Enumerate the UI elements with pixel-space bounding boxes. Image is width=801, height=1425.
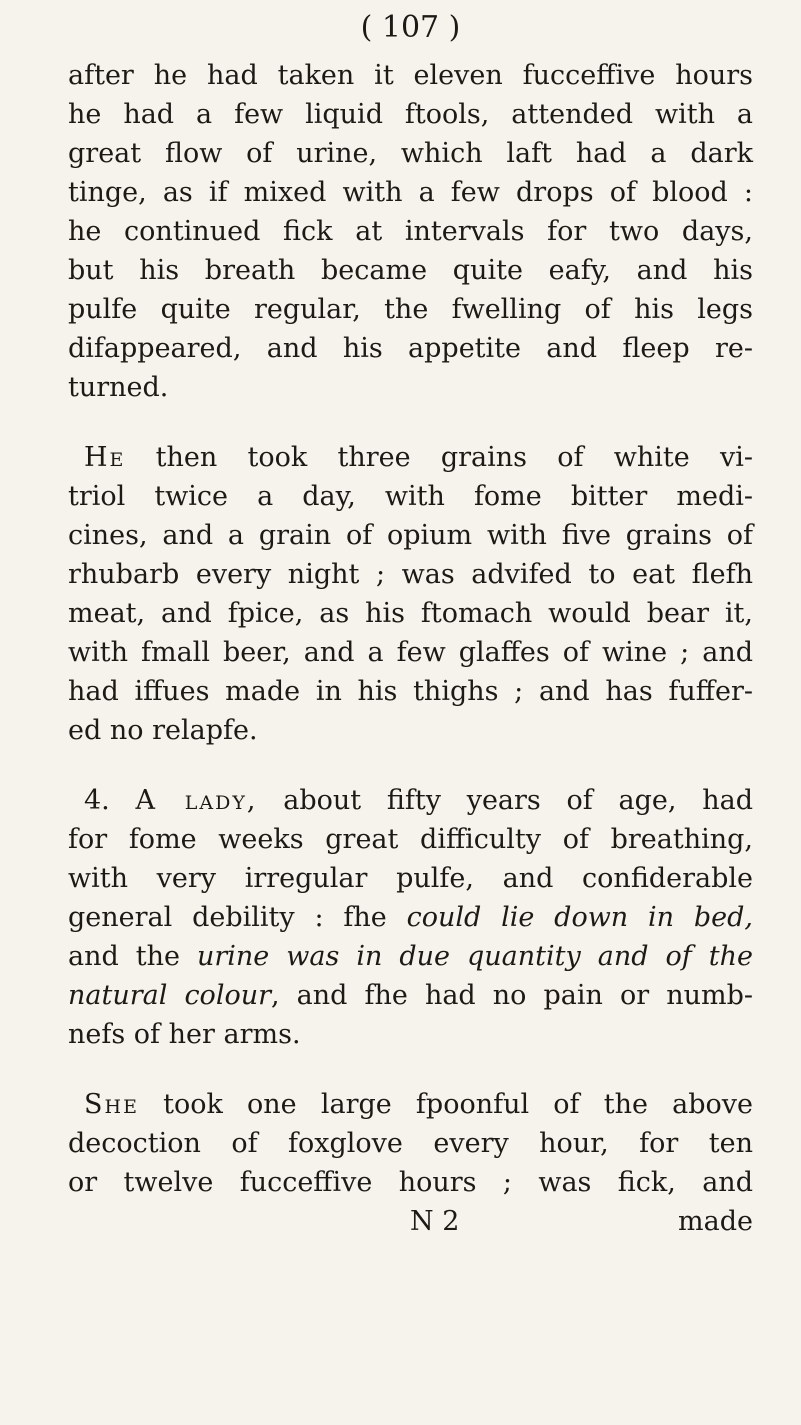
lead-word: He <box>84 442 126 473</box>
text-line: with fmall beer, and a few glaffes of wine ; and <box>68 637 753 668</box>
text-line: had iffues made in his thighs ; and has fuffer- <box>68 676 753 707</box>
text-line: ed no relapfe. <box>68 715 258 746</box>
text-line: he had a few liquid ftools, attended with a <box>68 99 753 130</box>
text-line: for fome weeks great difficulty of breathing, <box>68 824 753 855</box>
text-line: but his breath became quite eafy, and his <box>68 255 753 286</box>
text-line: pulfe quite regular, the fwelling of his legs <box>68 294 753 325</box>
lead-word: A lady, <box>135 785 258 816</box>
line-text: about fifty years of age, had <box>257 785 754 816</box>
text-line: after he had taken it eleven fucceffive hours <box>68 60 753 91</box>
paragraph-1 <box>68 56 753 407</box>
page-number: ( 107 ) <box>360 10 461 45</box>
paragraph-2 <box>68 438 753 750</box>
line-text: and the <box>68 941 197 972</box>
text-line <box>68 1085 753 1124</box>
case-number: 4. <box>84 785 136 816</box>
line-text: then took three grains of white vi- <box>125 442 753 473</box>
text-line: decoction of foxglove every hour, for ten <box>68 1128 753 1159</box>
lead-word: She <box>84 1089 139 1120</box>
paragraph-4 <box>68 1085 753 1202</box>
text-line: he continued fick at intervals for two days, <box>68 216 753 247</box>
italic-text: could lie down in bed, <box>406 902 753 933</box>
text-line <box>68 898 753 937</box>
text-line: rhubarb every night ; was advifed to eat flefh <box>68 559 753 590</box>
catchword: made <box>678 1206 753 1237</box>
text-line: nefs of her arms. <box>68 1019 301 1050</box>
paragraph-3 <box>68 781 753 1054</box>
text-line: triol twice a day, with fome bitter medi- <box>68 481 753 512</box>
text-line: or twelve fucceffive hours ; was fick, and <box>68 1167 753 1198</box>
italic-text: natural colour <box>68 980 272 1011</box>
text-line: cines, and a grain of opium with five grains of <box>68 520 753 551</box>
page-footer <box>68 1202 753 1241</box>
line-text: , and fhe had no pain or numb- <box>271 980 754 1011</box>
line-text: general debility : fhe <box>68 902 407 933</box>
line-text: took one large fpoonful of the above <box>138 1089 753 1120</box>
text-line <box>68 781 753 820</box>
text-line <box>68 937 753 976</box>
text-line: great flow of urine, which laft had a dark <box>68 138 753 169</box>
text-line: turned. <box>68 372 169 403</box>
signature-mark: N 2 <box>410 1206 460 1237</box>
text-line <box>68 976 753 1015</box>
italic-text: urine was in due quantity and of the <box>196 941 753 972</box>
text-line: meat, and fpice, as his ftomach would bear it, <box>68 598 753 629</box>
text-line: tinge, as if mixed with a few drops of blood : <box>68 177 753 208</box>
text-line <box>68 438 753 477</box>
text-line: difappeared, and his appetite and fleep re- <box>68 333 753 364</box>
text-line: with very irregular pulfe, and confiderable <box>68 863 753 894</box>
